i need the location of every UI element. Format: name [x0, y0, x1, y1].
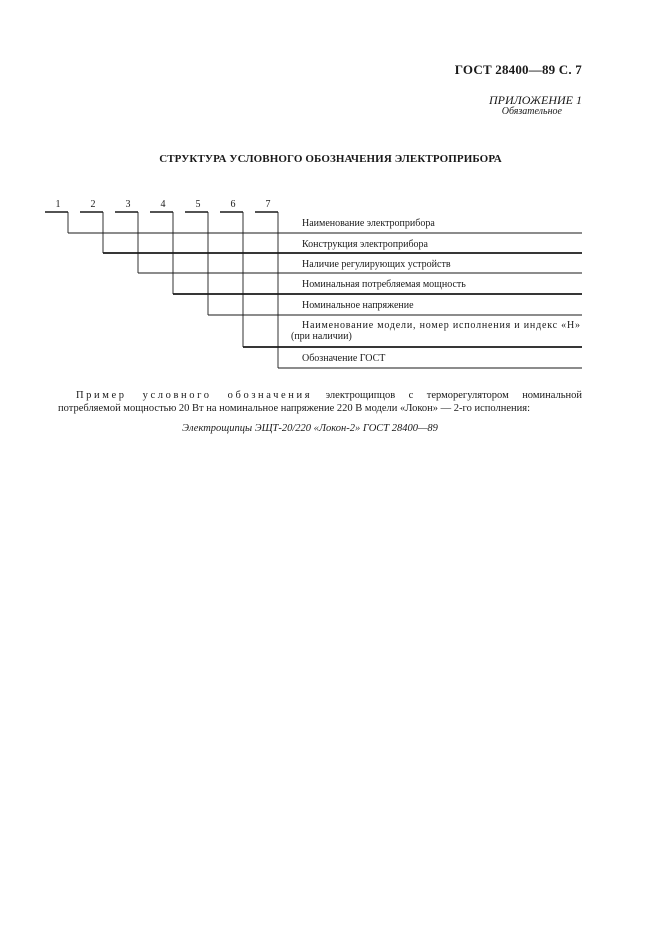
row-label-1: Наименование электроприбора — [302, 218, 435, 229]
example-text: электрощипцов с терморегулятором номинальной потребляемой мощностью 20 Вт на номинальное напряжение 220 В модели «Локон» — 2-го исполнения: — [58, 390, 583, 414]
row-labels — [291, 218, 580, 364]
row-label-2: Конструкция электроприбора — [302, 239, 428, 250]
appendix-status: Обязательное — [501, 106, 562, 117]
position-number-5: 5 — [195, 199, 201, 210]
row-label-5: Номинальное напряжение — [302, 300, 414, 311]
position-numbers — [56, 199, 271, 210]
document-title: СТРУКТУРА УСЛОВНОГО ОБОЗНАЧЕНИЯ ЭЛЕКТРОПРИБОРА — [159, 153, 502, 165]
row-label-4: Номинальная потребляемая мощность — [302, 279, 466, 290]
connector-lines — [45, 212, 582, 368]
row-label-6: Наименование модели, номер исполнения и индекс «Н» — [302, 320, 580, 331]
position-number-6: 6 — [230, 199, 236, 210]
position-number-3: 3 — [125, 199, 131, 210]
row-label-6-cont: (при наличии) — [291, 331, 352, 342]
example-designation: Электрощипцы ЭЩТ-20/220 «Локон-2» ГОСТ 28400—89 — [182, 423, 438, 434]
position-number-7: 7 — [265, 199, 271, 210]
position-number-1: 1 — [55, 199, 61, 210]
position-number-2: 2 — [90, 199, 96, 210]
row-label-7: Обозначение ГОСТ — [302, 353, 386, 364]
example-lead: Пример условного обозначения — [76, 390, 313, 401]
example-paragraph — [58, 389, 582, 415]
row-label-3: Наличие регулирующих устройств — [302, 259, 451, 270]
position-number-4: 4 — [160, 199, 166, 210]
standard-page-header: ГОСТ 28400—89 С. 7 — [454, 62, 582, 77]
appendix-title: ПРИЛОЖЕНИЕ 1 — [489, 93, 582, 107]
